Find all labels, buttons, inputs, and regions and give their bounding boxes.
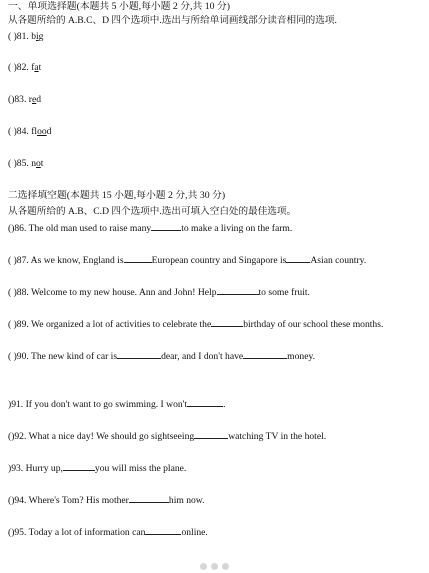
question-93: )93. Hurry up, you will miss the plane.	[8, 463, 187, 474]
question-94: ()94. Where's Tom? His mother him now.	[8, 495, 205, 506]
given-word: fat	[31, 62, 42, 73]
question-85: ( )85. not	[8, 158, 44, 169]
answer-blank[interactable]	[124, 254, 152, 263]
answer-blank[interactable]	[217, 286, 259, 295]
answer-blank[interactable]	[286, 254, 310, 263]
given-word: flood	[31, 126, 52, 137]
answer-blank[interactable]	[243, 350, 287, 359]
question-83: ()83. red	[8, 94, 42, 105]
page-dot[interactable]	[200, 563, 207, 570]
part2-heading: 二选择填空题(本题共 15 小题,每小题 2 分,共 30 分)	[8, 190, 226, 201]
question-81: ( )81. big	[8, 31, 44, 42]
part1-instruction: 从各题所给的 A.B.C、D 四个选项中.选出与所给单词画线部分读音相同的选项.	[8, 15, 337, 26]
question-86: ()86. The old man used to raise many to make a living on the farm.	[8, 223, 293, 234]
given-word: red	[28, 94, 42, 105]
answer-blank[interactable]	[129, 494, 169, 503]
page-dot[interactable]	[211, 563, 218, 570]
question-88: ( )88. Welcome to my new house. Ann and John! Help to some fruit.	[8, 287, 310, 298]
given-word: big	[31, 31, 44, 42]
question-90: ( )90. The new kind of car is dear, and I don't have money.	[8, 351, 316, 362]
question-91: )91. If you don't want to go swimming. I won't .	[8, 399, 226, 410]
answer-blank[interactable]	[63, 462, 95, 471]
answer-blank[interactable]	[211, 318, 243, 327]
question-84: ( )84. flood	[8, 126, 52, 137]
answer-blank[interactable]	[145, 526, 181, 535]
answer-blank[interactable]	[117, 350, 161, 359]
question-89: ( )89. We organized a lot of activities to celebrate the birthday of our school these months.	[8, 319, 384, 330]
answer-blank[interactable]	[194, 430, 228, 439]
page-dot[interactable]	[222, 563, 229, 570]
answer-blank[interactable]	[151, 222, 181, 231]
part1-heading: 一、单项选择题(本题共 5 小题,每小题 2 分,共 10 分)	[8, 1, 231, 12]
question-95: ()95. Today a lot of information can online.	[8, 527, 208, 538]
page-indicator[interactable]	[198, 562, 232, 572]
answer-blank[interactable]	[187, 398, 223, 407]
question-82: ( )82. fat	[8, 62, 42, 73]
question-92: ()92. What a nice day! We should go sightseeing watching TV in the hotel.	[8, 431, 327, 442]
part2-instruction: 从各题所给的 A.B、C.D 四个选项中.选出可填入空白处的最佳选项。	[8, 206, 297, 217]
question-87: ( )87. As we know, England is European country and Singapore is Asian country.	[8, 255, 367, 266]
given-word: not	[31, 158, 44, 169]
